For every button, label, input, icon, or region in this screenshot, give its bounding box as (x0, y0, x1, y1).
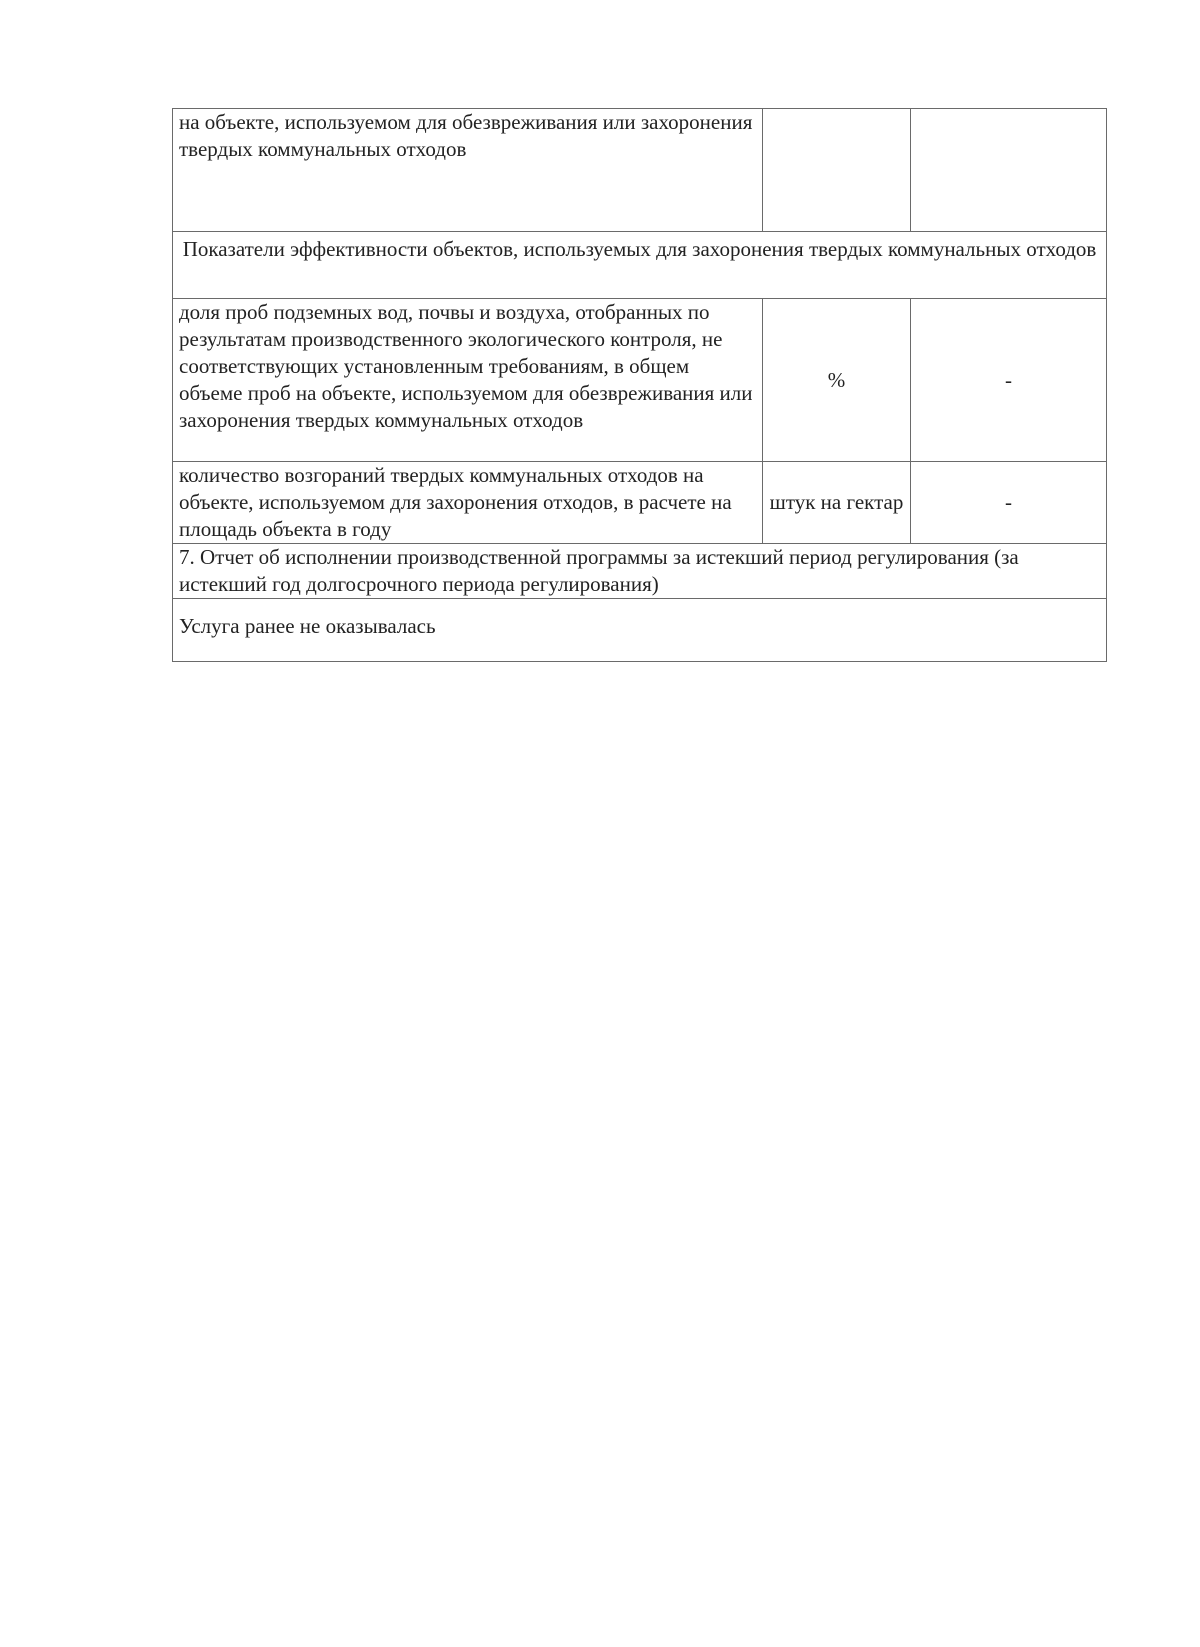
indicator-unit-text: % (827, 367, 846, 392)
table-row (173, 299, 1107, 462)
indicator-unit-text: штук на гектар (769, 490, 904, 514)
table-row (173, 109, 1107, 232)
indicator-description (173, 109, 763, 232)
section-7-title (173, 544, 1107, 599)
indicator-description (173, 299, 763, 462)
table-section-row (173, 232, 1107, 299)
section-header (173, 232, 1107, 299)
indicator-value (911, 109, 1107, 232)
section-7-body (173, 599, 1107, 662)
indicator-unit (763, 299, 911, 462)
indicator-description-text: количество возгораний твердых коммунальных отходов на объекте, используемом для захоронения отходов, в расчете на площадь объекта в году (179, 463, 732, 541)
indicator-description (173, 462, 763, 544)
indicators-table (172, 108, 1107, 662)
indicator-value-text: - (1005, 367, 1012, 392)
indicator-value (911, 299, 1107, 462)
table-row (173, 462, 1107, 544)
indicator-description-text: доля проб подземных вод, почвы и воздуха, отобранных по результатам производственного экологического контроля, не соответствующих установленным требованиям, в общем объеме проб на объекте, используемом для обезвреживания или захоронения твердых коммунальных отходов (179, 300, 753, 432)
table-section-row (173, 544, 1107, 599)
section-7-body-text: Услуга ранее не оказывалась (179, 614, 436, 638)
section-7-title-text: 7. Отчет об исполнении производственной программы за истекший период регулирования (за истекший год долгосрочного периода регулирования) (179, 545, 1019, 596)
indicator-value (911, 462, 1107, 544)
indicator-description-text: на объекте, используемом для обезвреживания или захоронения твердых коммунальных отходов (179, 110, 753, 161)
indicator-unit (763, 462, 911, 544)
section-header-text: Показатели эффективности объектов, используемых для захоронения твердых коммунальных отходов (182, 237, 1097, 261)
table-section-row (173, 599, 1107, 662)
indicator-unit (763, 109, 911, 232)
indicator-value-text: - (1005, 490, 1012, 514)
